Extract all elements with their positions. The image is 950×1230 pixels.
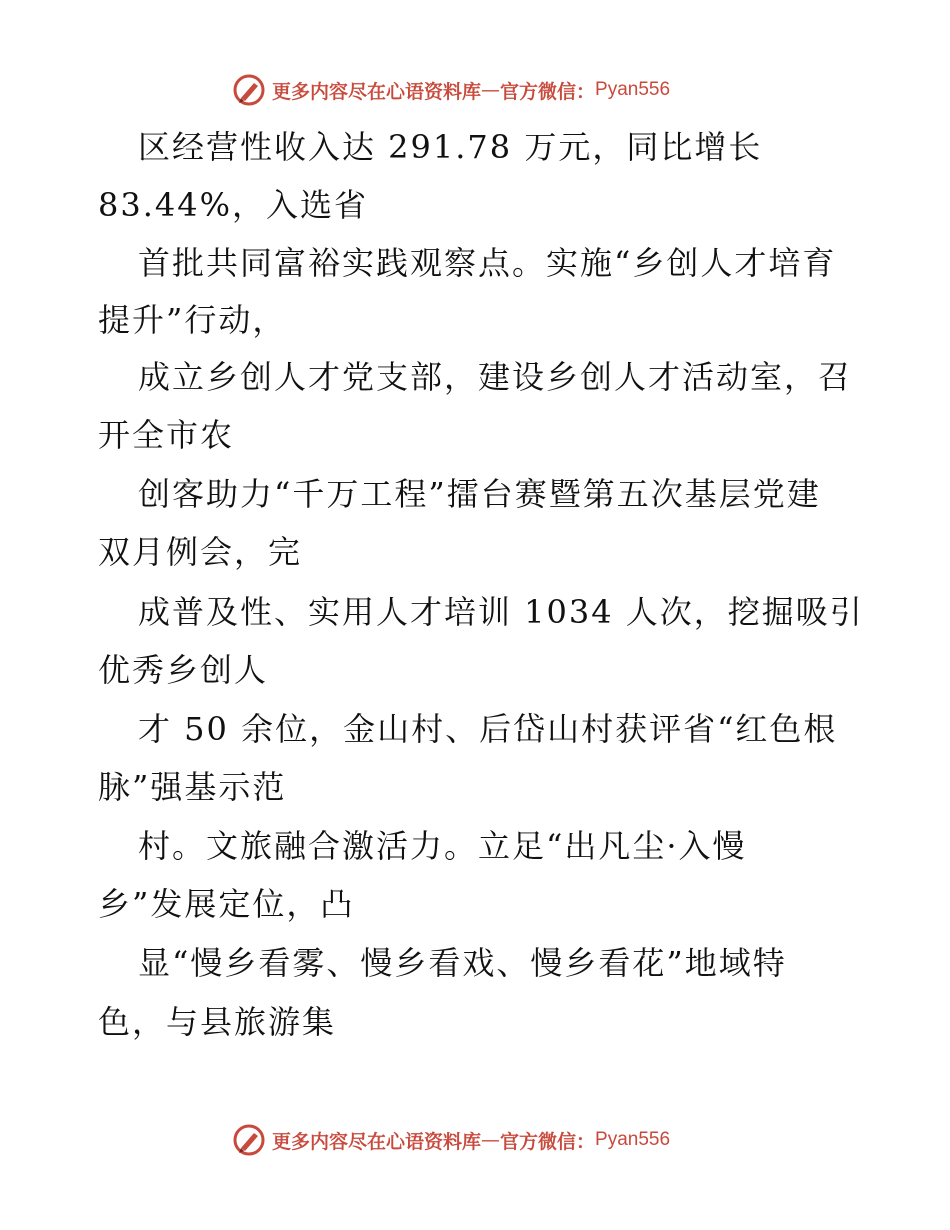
body-line: 提升”行动， — [98, 301, 287, 339]
body-line: 双月例会，完 — [98, 533, 303, 571]
header-watermark — [232, 72, 670, 108]
footer-watermark — [232, 1122, 670, 1158]
body-line: 83.44%，入选省 — [98, 186, 369, 224]
watermark-contact-label: 官方微信： — [500, 80, 596, 103]
body-line: 才 50 余位，金山村、后岱山村获评省“红色根 — [138, 710, 838, 748]
body-line: 成立乡创人才党支部，建设乡创人才活动室，召 — [138, 358, 853, 396]
body-line: 色，与县旅游集 — [98, 1003, 337, 1041]
body-line: 创客助力“千万工程”擂台赛暨第五次基层党建 — [138, 475, 821, 513]
body-line: 脉”强基示范 — [98, 768, 287, 806]
pen-logo-icon — [232, 1123, 266, 1157]
body-line: 乡”发展定位，凸 — [98, 885, 355, 923]
watermark-contact-label: 官方微信： — [500, 1130, 596, 1153]
body-line: 开全市农 — [98, 416, 235, 454]
watermark-contact-id: Pyan556 — [595, 79, 671, 100]
body-line: 首批共同富裕实践观察点。实施“乡创人才培育 — [138, 244, 837, 282]
body-line: 成普及性、实用人才培训 1034 人次，挖掘吸引 — [138, 593, 864, 631]
watermark-contact-id: Pyan556 — [595, 1129, 671, 1150]
pen-logo-icon — [232, 73, 266, 107]
watermark-text: 更多内容尽在心语资料库 — [272, 80, 482, 103]
watermark-separator: — — [481, 79, 501, 101]
watermark-text: 更多内容尽在心语资料库 — [272, 1130, 482, 1153]
body-line: 村。文旅融合激活力。立足“出凡尘·入慢 — [138, 827, 747, 865]
watermark-separator: — — [481, 1129, 501, 1151]
body-line: 显“慢乡看雾、慢乡看戏、慢乡看花”地域特 — [138, 944, 787, 982]
body-line: 优秀乡创人 — [98, 651, 269, 689]
body-line: 区经营性收入达 291.78 万元，同比增长 — [138, 128, 763, 166]
